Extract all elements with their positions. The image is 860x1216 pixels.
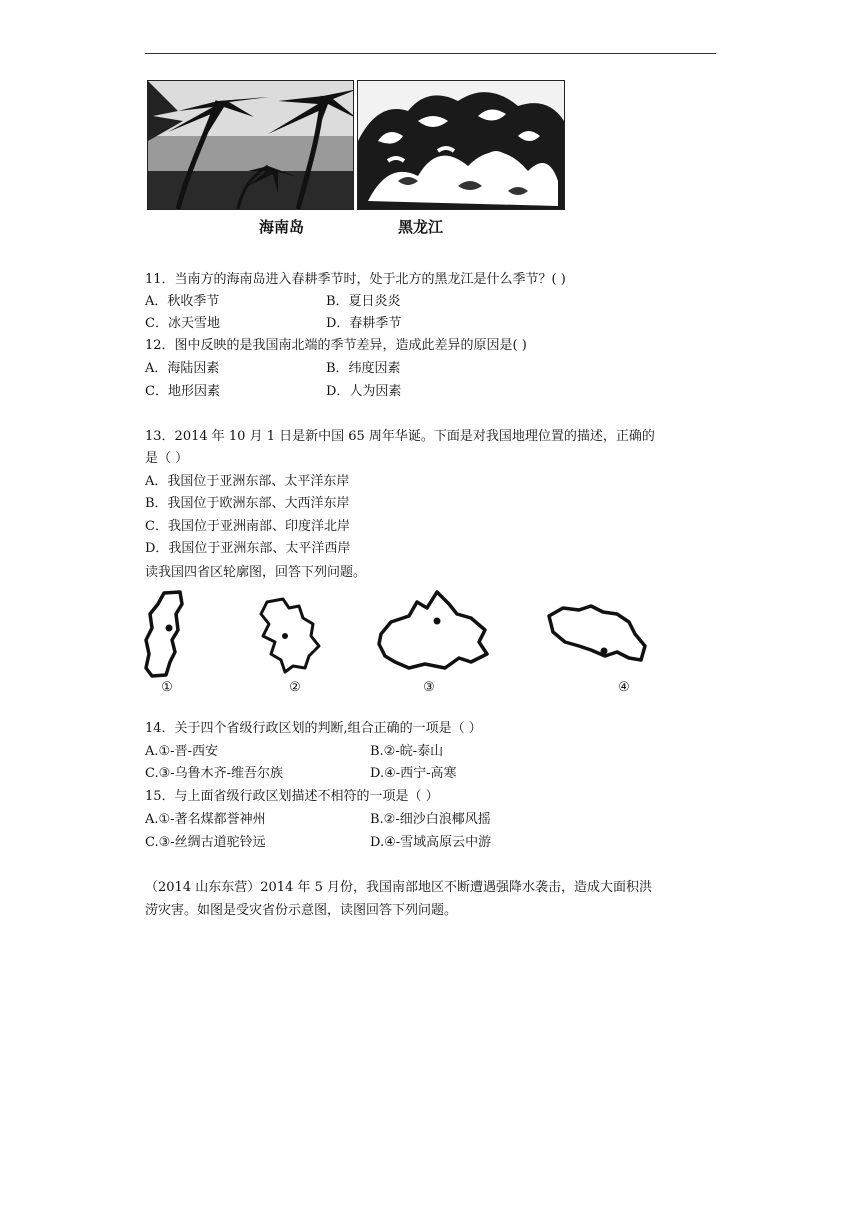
q15-stem: 15．与上面省级行政区划描述不相符的一项是（ ） xyxy=(145,789,439,804)
heilongjiang-photo xyxy=(357,80,565,210)
q13-stem-line2: 是（ ） xyxy=(145,451,189,466)
q11-option-d: D．春耕季节 xyxy=(326,316,402,331)
q11-stem: 11．当南方的海南岛进入春耕季节时，处于北方的黑龙江是什么季节？( ) xyxy=(145,272,566,287)
province-map-qinghai xyxy=(545,602,650,668)
q14-stem: 14．关于四个省级行政区划的判断,组合正确的一项是（ ） xyxy=(145,721,482,736)
flood-intro-line1: （2014 山东东营）2014 年 5 月份，我国南部地区不断遭遇强降水袭击，造成大面积洪 xyxy=(145,880,652,895)
province-map-xinjiang xyxy=(375,586,490,676)
q12-option-b: B．纬度因素 xyxy=(326,361,401,376)
flood-intro-line2: 涝灾害。如图是受灾省份示意图，读图回答下列问题。 xyxy=(145,903,458,918)
q13-option-a: A．我国位于亚洲东部、太平洋东岸 xyxy=(145,474,350,489)
q13-option-c: C．我国位于亚洲南部、印度洋北岸 xyxy=(145,519,350,534)
q13-stem-line1: 13．2014 年 10 月 1 日是新中国 65 周年华诞。下面是对我国地理位置的描述，正确的 xyxy=(145,429,655,444)
caption-heilongjiang: 黑龙江 xyxy=(398,218,444,236)
q11-option-b: B．夏日炎炎 xyxy=(326,294,401,309)
map-label-4: ④ xyxy=(618,680,630,695)
q12-option-a: A．海陆因素 xyxy=(145,361,220,376)
header-rule xyxy=(145,53,716,54)
q14-option-a: A.①-晋-西安 xyxy=(145,744,218,759)
q12-option-c: C．地形因素 xyxy=(145,384,220,399)
q14-option-c: C.③-乌鲁木齐-维吾尔族 xyxy=(145,766,284,781)
province-map-shanxi xyxy=(142,590,192,680)
province-map-anhui xyxy=(255,596,325,676)
q15-option-b: B.②-细沙白浪椰风摇 xyxy=(370,812,491,827)
q13-option-b: B．我国位于欧洲东部、大西洋东岸 xyxy=(145,496,350,511)
q11-option-a: A．秋收季节 xyxy=(145,294,220,309)
q12-stem: 12．图中反映的是我国南北端的季节差异，造成此差异的原因是( ) xyxy=(145,338,527,353)
q11-option-c: C．冰天雪地 xyxy=(145,316,220,331)
maps-intro: 读我国四省区轮廓图，回答下列问题。 xyxy=(145,565,367,580)
map-label-2: ② xyxy=(289,680,301,695)
map-label-3: ③ xyxy=(423,680,435,695)
q15-option-d: D.④-雪域高原云中游 xyxy=(370,835,492,850)
caption-hainan: 海南岛 xyxy=(259,218,305,236)
map-label-1: ① xyxy=(161,680,173,695)
q14-option-d: D.④-西宁-高寒 xyxy=(370,766,457,781)
q12-option-d: D．人为因素 xyxy=(326,384,402,399)
hainan-photo xyxy=(147,80,354,210)
q13-option-d: D．我国位于亚洲东部、太平洋西岸 xyxy=(145,541,351,556)
q14-option-b: B.②-皖-泰山 xyxy=(370,744,444,759)
q15-option-a: A.①-著名煤都誉神州 xyxy=(145,812,266,827)
q15-option-c: C.③-丝绸古道驼铃远 xyxy=(145,835,266,850)
